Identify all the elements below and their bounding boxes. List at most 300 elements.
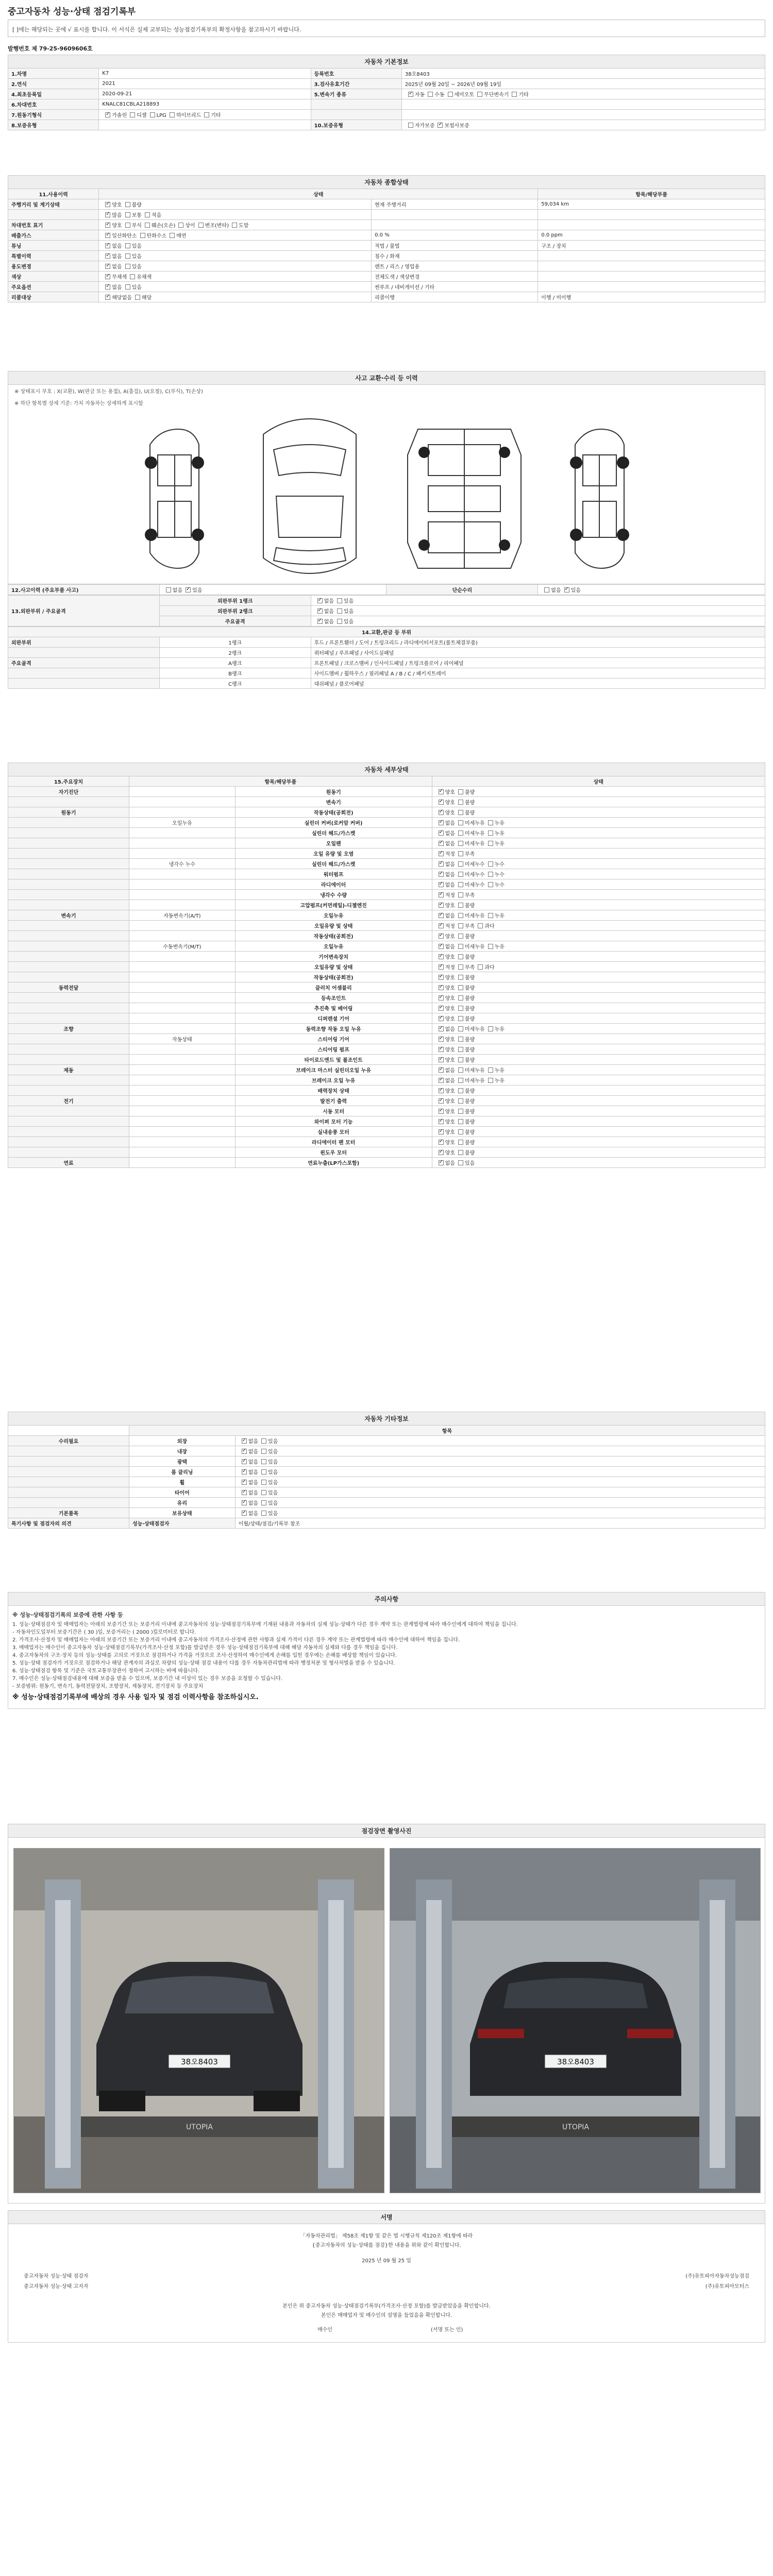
option-detail.rows.6.opts[interactable]: ✓ 적정 [435,850,455,857]
option-detail.rows.4.opts[interactable]: 누유 [485,829,505,837]
checkbox[interactable] [458,1140,463,1145]
option-basic.fuel_options[interactable]: 하이브리드 [166,111,201,118]
option-detail.rows.3.opts[interactable]: ✓ 없음 [435,819,455,826]
checkbox[interactable] [488,1067,493,1073]
option-detail.rows.15.opts[interactable]: 미세누유 [455,942,485,950]
option-detail.rows.8.opts[interactable]: 미세누수 [455,870,485,878]
option-detail.rows.36.opts[interactable]: 있음 [455,1159,475,1166]
checkbox[interactable] [439,1006,444,1011]
checkbox[interactable] [130,274,135,279]
option-detail.rows.30.opts[interactable]: ✓ 양호 [435,1097,455,1105]
checkbox[interactable] [458,1016,463,1021]
checkbox[interactable] [125,243,130,248]
option-detail.rows.15.opts[interactable]: 누유 [485,942,505,950]
checkbox[interactable] [458,1067,463,1073]
option-detail.rows.20.opts[interactable]: 불량 [455,994,475,1002]
option-detail.rows.7.opts[interactable]: ✓ 없음 [435,860,455,868]
option-detail.rows.16.opts[interactable]: 불량 [455,953,475,960]
checkbox[interactable] [166,587,171,592]
option-general.rows.8.opts[interactable]: ✓ 없음 [102,283,122,291]
option-damage.simple_repair_opts[interactable]: ✓ 있음 [561,586,581,594]
option-detail.rows.34.opts[interactable]: ✓ 양호 [435,1138,455,1146]
option-detail.rows.36.opts[interactable]: ✓ 없음 [435,1159,455,1166]
option-detail.rows.29.opts[interactable]: ✓ 양호 [435,1087,455,1094]
checkbox[interactable] [439,800,444,805]
option-other.rows.0.opts[interactable]: 있음 [258,1437,278,1445]
option-general.rows.7.opts[interactable]: ✓ 무채색 [102,273,127,280]
option-detail.rows.26.opts[interactable]: ✓ 양호 [435,1056,455,1063]
option-detail.rows.28.opts[interactable]: 누유 [485,1076,505,1084]
checkbox[interactable] [242,1438,247,1444]
option-detail.rows.7.opts[interactable]: 누수 [485,860,505,868]
option-detail.rows.25.opts[interactable]: 불량 [455,1045,475,1053]
checkbox[interactable] [458,934,463,939]
checkbox[interactable] [458,892,463,897]
option-general.rows.5.opts[interactable]: 있음 [122,252,142,260]
option-damage.panel_rows.0.opts[interactable]: ✓ 없음 [314,597,334,604]
option-detail.rows.2.opts[interactable]: ✓ 양호 [435,808,455,816]
option-detail.rows.9.opts[interactable]: 누수 [485,880,505,888]
checkbox[interactable] [439,1047,444,1052]
checkbox[interactable] [105,212,110,217]
option-other.rows.2.opts[interactable]: ✓ 없음 [239,1458,258,1465]
option-detail.rows.14.opts[interactable]: ✓ 양호 [435,932,455,940]
option-detail.rows.11.opts[interactable]: ✓ 양호 [435,901,455,909]
checkbox[interactable] [125,264,130,269]
checkbox[interactable] [439,1119,444,1124]
option-basic.warranty_options[interactable]: 자가보증 [405,121,435,129]
option-detail.rows.12.opts[interactable]: 누유 [485,911,505,919]
checkbox[interactable] [439,934,444,939]
checkbox[interactable] [458,903,463,908]
option-detail.rows.8.opts[interactable]: 누수 [485,870,505,878]
checkbox[interactable] [105,253,110,259]
option-detail.rows.22.opts[interactable]: ✓ 양호 [435,1014,455,1022]
option-detail.rows.16.opts[interactable]: ✓ 양호 [435,953,455,960]
checkbox[interactable] [170,233,175,238]
checkbox[interactable] [488,1026,493,1031]
option-detail.rows.0.opts[interactable]: 불량 [455,788,475,795]
checkbox[interactable] [488,872,493,877]
option-damage.accident_opts[interactable]: ✓ 있음 [182,586,202,594]
option-other.rows.5.opts[interactable]: ✓ 없음 [239,1488,258,1496]
checkbox[interactable] [458,944,463,949]
option-detail.rows.5.opts[interactable]: ✓ 없음 [435,839,455,847]
option-detail.rows.34.opts[interactable]: 불량 [455,1138,475,1146]
checkbox[interactable] [458,954,463,959]
option-detail.rows.15.opts[interactable]: ✓ 없음 [435,942,455,950]
checkbox[interactable] [242,1449,247,1454]
option-basic.fuel_options[interactable]: 기타 [201,111,221,118]
checkbox[interactable] [125,253,130,259]
checkbox[interactable] [458,1150,463,1155]
checkbox[interactable] [439,1067,444,1073]
checkbox[interactable] [178,223,183,228]
checkbox[interactable] [261,1449,266,1454]
checkbox[interactable] [105,223,110,228]
checkbox[interactable] [458,1047,463,1052]
option-detail.rows.23.opts[interactable]: 미세누유 [455,1025,485,1032]
option-general.rows.2.opts[interactable]: 도말 [229,221,248,229]
option-detail.rows.27.opts[interactable]: ✓ 없음 [435,1066,455,1074]
checkbox[interactable] [135,295,140,300]
checkbox[interactable] [261,1459,266,1464]
checkbox[interactable] [458,820,463,825]
checkbox[interactable] [439,820,444,825]
option-basic.trans_options[interactable]: 무단변속기 [474,90,509,98]
option-general.rows.4.opts[interactable]: 있음 [122,242,142,249]
option-other.rows.1.opts[interactable]: ✓ 없음 [239,1447,258,1455]
option-detail.rows.21.opts[interactable]: ✓ 양호 [435,1004,455,1012]
checkbox[interactable] [439,841,444,846]
option-general.rows.0.opts[interactable]: ✓ 양호 [102,200,122,208]
checkbox[interactable] [439,975,444,980]
checkbox[interactable] [439,882,444,887]
checkbox[interactable] [140,233,145,238]
checkbox[interactable] [458,872,463,877]
checkbox[interactable] [439,1088,444,1093]
checkbox[interactable] [105,264,110,269]
option-detail.rows.1.opts[interactable]: 불량 [455,798,475,806]
option-detail.rows.33.opts[interactable]: ✓ 양호 [435,1128,455,1136]
option-detail.rows.3.opts[interactable]: 누유 [485,819,505,826]
option-detail.rows.26.opts[interactable]: 불량 [455,1056,475,1063]
option-detail.rows.24.opts[interactable]: ✓ 양호 [435,1035,455,1043]
option-detail.rows.31.opts[interactable]: ✓ 양호 [435,1107,455,1115]
checkbox[interactable] [439,851,444,856]
checkbox[interactable] [439,1016,444,1021]
checkbox[interactable] [458,1088,463,1093]
checkbox[interactable] [408,92,413,97]
option-general.rows.9.opts[interactable]: 해당 [132,293,152,301]
option-other.rows.4.opts[interactable]: 있음 [258,1478,278,1486]
option-general.rows.3.opts[interactable]: 탄화수소 [137,231,167,239]
checkbox[interactable] [458,964,463,970]
checkbox[interactable] [125,202,130,207]
checkbox[interactable] [242,1469,247,1475]
option-detail.rows.24.opts[interactable]: 불량 [455,1035,475,1043]
checkbox[interactable] [105,243,110,248]
checkbox[interactable] [317,608,323,614]
checkbox[interactable] [458,1026,463,1031]
option-detail.rows.5.opts[interactable]: 미세누유 [455,839,485,847]
option-detail.rows.23.opts[interactable]: 누유 [485,1025,505,1032]
checkbox[interactable] [242,1490,247,1495]
option-detail.rows.30.opts[interactable]: 불량 [455,1097,475,1105]
checkbox[interactable] [458,1119,463,1124]
option-detail.rows.9.opts[interactable]: ✓ 없음 [435,880,455,888]
checkbox[interactable] [261,1480,266,1485]
checkbox[interactable] [458,1037,463,1042]
checkbox[interactable] [458,1109,463,1114]
option-detail.rows.20.opts[interactable]: ✓ 양호 [435,994,455,1002]
option-detail.rows.14.opts[interactable]: 불량 [455,932,475,940]
option-general.rows.1.opts[interactable]: 적음 [142,211,161,218]
checkbox[interactable] [105,274,110,279]
option-detail.rows.4.opts[interactable]: ✓ 없음 [435,829,455,837]
option-detail.rows.19.opts[interactable]: ✓ 양호 [435,984,455,991]
option-general.rows.3.opts[interactable]: ✓ 일산화탄소 [102,231,137,239]
checkbox[interactable] [186,587,191,592]
checkbox[interactable] [488,820,493,825]
checkbox[interactable] [261,1438,266,1444]
option-detail.rows.8.opts[interactable]: ✓ 없음 [435,870,455,878]
option-general.rows.5.opts[interactable]: ✓ 없음 [102,252,122,260]
option-other.rows.7.opts[interactable]: 있음 [258,1509,278,1517]
option-general.rows.7.opts[interactable]: 유채색 [127,273,152,280]
checkbox[interactable] [458,923,463,928]
checkbox[interactable] [488,831,493,836]
checkbox[interactable] [261,1500,266,1505]
option-other.rows.4.opts[interactable]: ✓ 없음 [239,1478,258,1486]
checkbox[interactable] [125,223,130,228]
option-basic.trans_options[interactable]: 세미오토 [445,90,475,98]
checkbox[interactable] [438,123,443,128]
checkbox[interactable] [488,841,493,846]
checkbox[interactable] [478,923,483,928]
option-other.rows.3.opts[interactable]: ✓ 없음 [239,1468,258,1476]
checkbox[interactable] [458,861,463,867]
option-general.rows.3.opts[interactable]: 매연 [166,231,186,239]
option-detail.rows.29.opts[interactable]: 불량 [455,1087,475,1094]
checkbox[interactable] [439,1109,444,1114]
checkbox[interactable] [408,123,413,128]
option-general.rows.6.opts[interactable]: 있음 [122,262,142,270]
checkbox[interactable] [242,1459,247,1464]
option-detail.rows.32.opts[interactable]: 불량 [455,1117,475,1125]
checkbox[interactable] [458,985,463,990]
checkbox[interactable] [261,1490,266,1495]
checkbox[interactable] [488,1078,493,1083]
option-detail.rows.23.opts[interactable]: ✓ 없음 [435,1025,455,1032]
option-damage.accident_opts[interactable]: 없음 [163,586,182,594]
option-damage.panel_rows.2.opts[interactable]: ✓ 없음 [314,617,334,625]
checkbox[interactable] [439,913,444,918]
option-detail.rows.13.opts[interactable]: ✓ 적정 [435,922,455,929]
option-basic.fuel_options[interactable]: 디젤 [127,111,146,118]
option-detail.rows.6.opts[interactable]: 부족 [455,850,475,857]
option-detail.rows.17.opts[interactable]: ✓ 적정 [435,963,455,971]
option-general.rows.0.opts[interactable]: 불량 [122,200,142,208]
checkbox[interactable] [458,851,463,856]
option-detail.rows.5.opts[interactable]: 누유 [485,839,505,847]
option-detail.rows.35.opts[interactable]: ✓ 양호 [435,1148,455,1156]
checkbox[interactable] [439,1140,444,1145]
option-damage.panel_rows.1.opts[interactable]: ✓ 없음 [314,607,334,615]
checkbox[interactable] [337,619,342,624]
checkbox[interactable] [458,995,463,1001]
option-general.rows.2.opts[interactable]: ✓ 양호 [102,221,122,229]
option-detail.rows.31.opts[interactable]: 불량 [455,1107,475,1115]
checkbox[interactable] [439,872,444,877]
checkbox[interactable] [458,882,463,887]
option-detail.rows.28.opts[interactable]: ✓ 없음 [435,1076,455,1084]
option-other.rows.6.opts[interactable]: 있음 [258,1499,278,1506]
checkbox[interactable] [105,233,110,238]
option-other.rows.5.opts[interactable]: 있음 [258,1488,278,1496]
checkbox[interactable] [198,223,204,228]
checkbox[interactable] [242,1500,247,1505]
checkbox[interactable] [458,1078,463,1083]
checkbox[interactable] [150,112,155,117]
checkbox[interactable] [145,223,150,228]
option-detail.rows.9.opts[interactable]: 미세누수 [455,880,485,888]
checkbox[interactable] [261,1469,266,1475]
checkbox[interactable] [439,1098,444,1104]
checkbox[interactable] [477,92,482,97]
option-general.rows.6.opts[interactable]: ✓ 없음 [102,262,122,270]
option-detail.rows.10.opts[interactable]: 부족 [455,891,475,899]
checkbox[interactable] [125,284,130,290]
option-detail.rows.13.opts[interactable]: 과다 [475,922,494,929]
option-detail.rows.27.opts[interactable]: 미세누유 [455,1066,485,1074]
checkbox[interactable] [439,903,444,908]
checkbox[interactable] [439,1129,444,1134]
buyer-sign[interactable]: (서명 또는 인) [431,2327,463,2333]
checkbox[interactable] [439,810,444,815]
option-general.rows.8.opts[interactable]: 있음 [122,283,142,291]
option-detail.rows.17.opts[interactable]: 과다 [475,963,494,971]
option-other.rows.7.opts[interactable]: ✓ 없음 [239,1509,258,1517]
option-detail.rows.10.opts[interactable]: ✓ 적정 [435,891,455,899]
checkbox[interactable] [439,1026,444,1031]
option-basic.trans_options[interactable]: 기타 [509,90,528,98]
option-general.rows.1.opts[interactable]: 보통 [122,211,142,218]
checkbox[interactable] [439,789,444,794]
checkbox[interactable] [125,212,130,217]
checkbox[interactable] [439,1160,444,1165]
checkbox[interactable] [317,619,323,624]
checkbox[interactable] [458,1098,463,1104]
option-detail.rows.33.opts[interactable]: 불량 [455,1128,475,1136]
checkbox[interactable] [439,831,444,836]
option-other.rows.6.opts[interactable]: ✓ 없음 [239,1499,258,1506]
option-detail.rows.35.opts[interactable]: 불량 [455,1148,475,1156]
option-detail.rows.4.opts[interactable]: 미세누유 [455,829,485,837]
option-general.rows.2.opts[interactable]: 부식 [122,221,142,229]
checkbox[interactable] [105,112,110,117]
checkbox[interactable] [439,892,444,897]
option-detail.rows.21.opts[interactable]: 불량 [455,1004,475,1012]
checkbox[interactable] [439,1078,444,1083]
option-other.rows.2.opts[interactable]: 있음 [258,1458,278,1465]
checkbox[interactable] [170,112,175,117]
checkbox[interactable] [458,1057,463,1062]
option-damage.panel_rows.2.opts[interactable]: 있음 [334,617,354,625]
checkbox[interactable] [317,598,323,603]
checkbox[interactable] [261,1511,266,1516]
checkbox[interactable] [439,1057,444,1062]
checkbox[interactable] [439,985,444,990]
checkbox[interactable] [130,112,135,117]
checkbox[interactable] [488,944,493,949]
checkbox[interactable] [337,598,342,603]
checkbox[interactable] [458,810,463,815]
option-detail.rows.1.opts[interactable]: ✓ 양호 [435,798,455,806]
checkbox[interactable] [439,861,444,867]
option-detail.rows.17.opts[interactable]: 부족 [455,963,475,971]
checkbox[interactable] [439,944,444,949]
checkbox[interactable] [204,112,209,117]
option-general.rows.1.opts[interactable]: ✓많음 [102,211,122,218]
checkbox[interactable] [458,1129,463,1134]
checkbox[interactable] [242,1480,247,1485]
checkbox[interactable] [242,1511,247,1516]
option-detail.rows.25.opts[interactable]: ✓ 양호 [435,1045,455,1053]
checkbox[interactable] [448,92,453,97]
option-basic.trans_options[interactable]: ✓ 자동 [405,90,425,98]
checkbox[interactable] [145,212,150,217]
checkbox[interactable] [458,1006,463,1011]
option-detail.rows.12.opts[interactable]: 미세누유 [455,911,485,919]
option-detail.rows.3.opts[interactable]: 미세누유 [455,819,485,826]
option-detail.rows.0.opts[interactable]: ✓ 양호 [435,788,455,795]
checkbox[interactable] [458,975,463,980]
checkbox[interactable] [458,800,463,805]
checkbox[interactable] [428,92,433,97]
checkbox[interactable] [105,295,110,300]
checkbox[interactable] [458,841,463,846]
option-detail.rows.2.opts[interactable]: 불량 [455,808,475,816]
option-general.rows.2.opts[interactable]: 변조(변타) [195,221,229,229]
option-detail.rows.19.opts[interactable]: 불량 [455,984,475,991]
checkbox[interactable] [439,923,444,928]
checkbox[interactable] [337,608,342,614]
checkbox[interactable] [439,964,444,970]
option-general.rows.4.opts[interactable]: ✓ 없음 [102,242,122,249]
checkbox[interactable] [478,964,483,970]
option-other.rows.3.opts[interactable]: 있음 [258,1468,278,1476]
option-general.rows.9.opts[interactable]: ✓ 해당없음 [102,293,132,301]
option-damage.panel_rows.1.opts[interactable]: 있음 [334,607,354,615]
checkbox[interactable] [488,913,493,918]
checkbox[interactable] [488,882,493,887]
option-basic.fuel_options[interactable]: LPG [147,112,166,118]
checkbox[interactable] [458,789,463,794]
checkbox[interactable] [439,954,444,959]
checkbox[interactable] [439,1150,444,1155]
option-basic.fuel_options[interactable]: ✓ 가솔린 [102,111,127,118]
option-basic.trans_options[interactable]: 수동 [425,90,444,98]
checkbox[interactable] [458,913,463,918]
option-damage.panel_rows.0.opts[interactable]: 있음 [334,597,354,604]
option-detail.rows.12.opts[interactable]: ✓ 없음 [435,911,455,919]
checkbox[interactable] [232,223,237,228]
checkbox[interactable] [458,831,463,836]
option-other.rows.1.opts[interactable]: 있음 [258,1447,278,1455]
checkbox[interactable] [439,1037,444,1042]
option-detail.rows.27.opts[interactable]: 누유 [485,1066,505,1074]
option-detail.rows.7.opts[interactable]: 미세누수 [455,860,485,868]
option-other.rows.0.opts[interactable]: ✓ 없음 [239,1437,258,1445]
option-detail.rows.22.opts[interactable]: 불량 [455,1014,475,1022]
checkbox[interactable] [458,1160,463,1165]
checkbox[interactable] [564,587,569,592]
option-detail.rows.18.opts[interactable]: 불량 [455,973,475,981]
checkbox[interactable] [512,92,517,97]
option-detail.rows.11.opts[interactable]: 불량 [455,901,475,909]
option-general.rows.2.opts[interactable]: 상이 [175,221,195,229]
checkbox[interactable] [105,284,110,290]
option-detail.rows.13.opts[interactable]: 부족 [455,922,475,929]
option-damage.simple_repair_opts[interactable]: 없음 [541,586,561,594]
option-detail.rows.28.opts[interactable]: 미세누유 [455,1076,485,1084]
option-detail.rows.32.opts[interactable]: ✓ 양호 [435,1117,455,1125]
option-basic.warranty_options[interactable]: ✓ 보험사보증 [434,121,469,129]
checkbox[interactable] [439,995,444,1001]
checkbox[interactable] [105,202,110,207]
option-detail.rows.18.opts[interactable]: ✓ 양호 [435,973,455,981]
